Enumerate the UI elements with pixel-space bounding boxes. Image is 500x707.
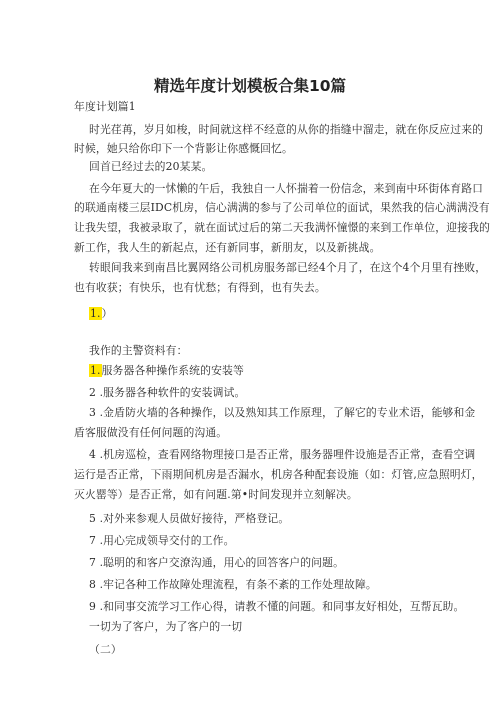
- paragraph-line: 回首已经过去的20某某。: [89, 160, 213, 173]
- list-item: 7 .用心完成领导交付的工作。: [89, 534, 235, 547]
- highlighted-number: 1.: [90, 307, 101, 320]
- paragraph-line: 时候，她只给你印下一个背影让你感慨回忆。: [74, 142, 293, 155]
- paragraph-line: 新工作，我人生的新起点，还有新同事，新朋友，以及新挑战。: [74, 241, 381, 254]
- section-heading: 年度计划篇1: [74, 100, 136, 113]
- list-item: 8 .牢记各种工作故障处理流程，有条不紊的工作处理故障。: [89, 578, 377, 591]
- list-item: [89, 364, 244, 378]
- paragraph-line: 的联通南楼三层IDC机房，信心满满的参与了公司单位的面试，果然我的信心满满没有: [74, 201, 490, 214]
- highlighted-number: 1.: [90, 364, 101, 377]
- list-item: 7 .聪明的和客户交潦沟通，用心的回答客户的问题。: [89, 556, 345, 569]
- paragraph-line: 也有收获；有快乐，也有忧愁；有得到，也有失去。: [74, 281, 326, 294]
- list-item-continuation: 盾客服做没有任何问题的沟通。: [74, 426, 228, 439]
- section-number: （二）: [89, 643, 122, 656]
- paragraph-line: 让我失望，我被录取了，就在面试过后的第二天我满怀憧憬的来到工作单位，迎接我的: [74, 221, 490, 234]
- list-item: 2 .服务器各种软件的安装调试。: [89, 386, 246, 399]
- list-item: 4 .机房巡检，查看网络物理接口是否正常，服务器哩件设施是否正常，查看空调: [89, 448, 476, 461]
- list-item: 3 .金盾防火墙的各种操作，以及熟知其工作原理，了解它的专业术语，能够和金: [89, 406, 476, 419]
- list-item: 9 .和同事交流学习工作心得，请教不懂的问题。和同事友好相处，互帮瓦助。: [89, 600, 465, 613]
- list-item: 5 .对外来参观人员做好接待，严格登记。: [89, 512, 290, 525]
- list-item-continuation: 灭火罂等）是否正常，如有问题.第•时间发现并立刻解决。: [74, 488, 358, 501]
- paragraph-line: 在今年夏大的一怵懒的午后，我独自一人怀揣着一份信念，来到南中环街体育路口: [89, 182, 484, 195]
- closing-line: 一切为了客户，为了客户的一切: [89, 620, 243, 633]
- list-item-continuation: 运行是否正常，下雨期间机房是否漏水，机房各种配套设施（如：灯管,应急照明灯，: [74, 468, 483, 481]
- list-intro: 我作的主警资料有：: [89, 344, 188, 357]
- paragraph-line: 转眼间我来到南昌比翼网络公司机房服务部已经4个月了，在这个4个月里有挫败，: [89, 261, 487, 274]
- list-marker: [89, 307, 113, 321]
- marker-bracket: ）: [101, 307, 113, 320]
- paragraph-line: 时光荏苒，岁月如梭，时间就这样不经意的从你的指缝中溜走，就在你反应过来的: [89, 123, 484, 136]
- document-title: 精选年度计划模板合集10篇: [153, 77, 347, 95]
- list-item-text: 服务器各种操作系统的安装等: [101, 364, 244, 377]
